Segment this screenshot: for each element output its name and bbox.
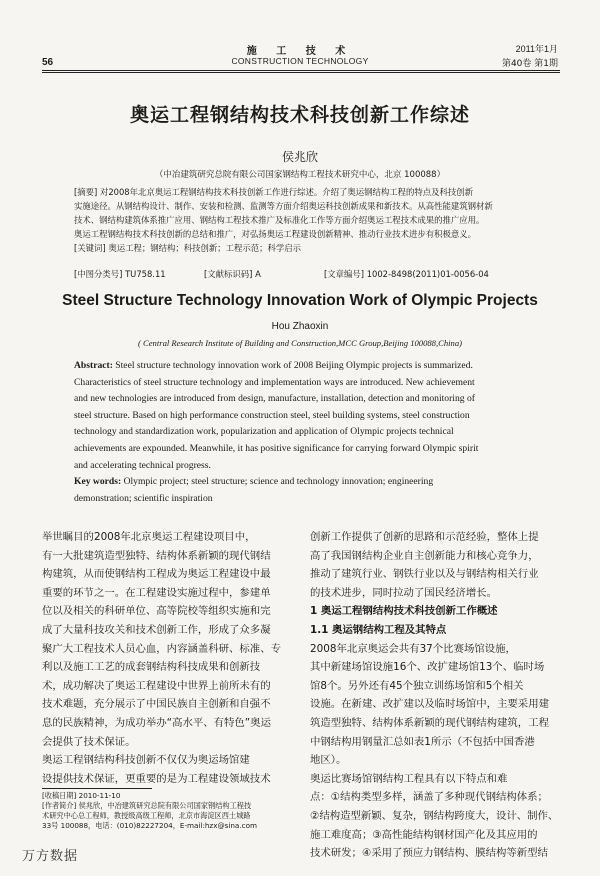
body-line: 筑造型独特、结构体系新颖的现代钢结构建筑，工程 xyxy=(310,716,549,729)
body-line: 术，成功解决了奥运工程建设中世界上前所未有的 xyxy=(42,679,271,692)
doc-code: [文献标识码] A xyxy=(204,269,261,279)
author-en: Hou Zhaoxin xyxy=(271,321,329,332)
abstract-en-label: Abstract: xyxy=(74,360,113,371)
affiliation-en: ( Central Research Institute of Building and Construction,MCC Group,Beijing 100088,China) xyxy=(138,338,462,348)
body-line: 位以及相关的科研单位、高等院校等组织实施和完 xyxy=(42,605,271,618)
body-line: 中钢结构用钢量汇总如表1所示（不包括中国香港 xyxy=(310,735,535,748)
journal-title-cn: 施 工 技 术 xyxy=(246,46,354,57)
keywords-en-line: demonstration; scientific inspiration xyxy=(74,492,213,504)
body-line: 构建筑，从而使钢结构工程成为奥运工程建设中最 xyxy=(42,568,271,581)
journal-title-en: CONSTRUCTION TECHNOLOGY xyxy=(231,56,369,66)
article-number: [文章编号] 1002-8498(2011)01-0056-04 xyxy=(324,269,489,279)
body-line: 点：①结构类型多样，涵盖了多种现代钢结构体系； xyxy=(310,791,548,804)
body-line: 会提供了技术保证。 xyxy=(42,735,136,748)
abstract-cn-line: 实施途径。从钢结构设计、制作、安装和检测、监测等方面介绍奥运科技创新成果和新技术。从高性能建筑钢材新 xyxy=(74,201,493,212)
body-line: 高了我国钢结构企业自主创新能力和核心竞争力， xyxy=(310,549,539,562)
body-line: 成了大量科技攻关和技术创新工作，形成了众多凝 xyxy=(42,623,271,636)
affiliation-cn: （中冶建筑研究总院有限公司国家钢结构工程技术研究中心，北京 100088） xyxy=(154,170,446,180)
body-line: ②结构造型新颖、复杂，钢结构跨度大，设计、制作、 xyxy=(310,809,559,822)
abstract-en-line: steel structure. Based on high performance construction steel, steel building systems, steel construction xyxy=(74,409,470,421)
footnote-line: [收稿日期] 2010-11-10 xyxy=(42,791,121,800)
page-number: 56 xyxy=(42,57,54,68)
body-line: 的技术进步，同时拉动了国民经济增长。 xyxy=(310,586,498,599)
clc-number: [中图分类号] TU758.11 xyxy=(74,269,166,279)
body-line: 技术难题，充分展示了中国民族自主创新和自强不 xyxy=(42,698,271,711)
body-line: 利以及施工工艺的成套钢结构科技成果和创新技 xyxy=(42,661,261,674)
body-column-left xyxy=(42,528,294,788)
article-title-cn: 奥运工程钢结构技术科技创新工作综述 xyxy=(129,104,470,126)
abstract-en-line: Characteristics of steel structure technology and implementation ways are introduced. New achievement xyxy=(74,376,475,388)
issue-volume: 第40卷 第1期 xyxy=(501,59,558,69)
abstract-en-line: achievements are expounded. Meanwhile, it has positive significance for carrying forward Olympic spirit xyxy=(74,442,479,454)
body-line: 设提供技术保证，更重要的是为工程建设领域技术 xyxy=(42,772,271,785)
body-line: 设施。在新建、改扩建以及临时场馆中，主要采用建 xyxy=(310,698,549,711)
body-line: 有一大批建筑造型独特、结构体系新颖的现代钢结 xyxy=(42,549,271,562)
abstract-cn-line: 技术、钢结构建筑体系推广应用、钢结构工程技术推广及标准化工作等方面介绍奥运工程技术成果的推广应用。 xyxy=(74,215,485,226)
source-watermark: 万方数据 xyxy=(22,849,79,864)
body-line: 重要的环节之一。在工程建设实施过程中，参建单 xyxy=(42,586,271,599)
body-line: 创新工作提供了创新的思路和示范经验，整体上提 xyxy=(310,531,539,543)
article-title-en: Steel Structure Technology Innovation Work of Olympic Projects xyxy=(62,292,538,309)
keywords-en-label: Key words: xyxy=(74,476,122,488)
body-line: 技术研发；④采用了预应力钢结构、膜结构等新型结 xyxy=(310,847,548,860)
footnote-line: 术研究中心总工程师，教授级高级工程师，北京市海淀区西土城路 xyxy=(42,811,251,820)
header-rule-2 xyxy=(42,72,560,73)
body-line: 馆8个。另外还有45个独立训练场馆和5个相关 xyxy=(310,679,524,692)
footnote xyxy=(42,791,294,831)
author-cn: 侯兆欣 xyxy=(281,150,318,164)
issue-date: 2011年1月 xyxy=(515,44,558,54)
body-line: 奥运工程钢结构科技创新不仅仅为奥运场馆建 xyxy=(42,754,250,767)
keywords-cn: [关键词] 奥运工程；钢结构；科技创新；工程示范；科学启示 xyxy=(74,243,301,254)
body-line: 聚广大工程技术人员心血，内容涵盖科研、标准、专 xyxy=(42,642,281,655)
body-line: 奥运比赛场馆钢结构工程具有以下特点和难 xyxy=(310,772,508,785)
abstract-cn xyxy=(74,185,536,255)
body-line: 息的民族精神，为成功举办“高水平、有特色”奥运 xyxy=(42,716,271,729)
body-line: 2008年北京奥运会共有37个比赛场馆设施， xyxy=(310,642,516,655)
abstract-en-line: technology and standardization work, popularization and application of Olympic projects technical xyxy=(74,426,454,438)
abstract-en-line: and accelerating technical progress. xyxy=(74,459,211,471)
footnote-line: [作者简介] 侯兆欣，中冶建筑研究总院有限公司国家钢结构工程技 xyxy=(42,801,252,810)
abstract-en-line: Steel structure technology innovation work of 2008 Beijing Olympic projects is summarized. xyxy=(112,360,473,371)
header-rule xyxy=(42,70,560,71)
footnote-line: 33号 100088，电话：(010)82227204，E-mail:hzx@sina.com xyxy=(42,821,257,830)
subsection-heading: 1.1 奥运钢结构工程及其特点 xyxy=(310,623,447,636)
abstract-cn-line: 奥运工程钢结构技术科技创新的总结和推广，对弘扬奥运工程建设创新精神、推动行业技术进步有积极意义。 xyxy=(74,229,476,240)
footnote-rule xyxy=(42,788,152,789)
keywords-en-line: Olympic project; steel structure; science and technology innovation; engineering xyxy=(121,476,434,488)
section-heading: 1 奥运工程钢结构技术科技创新工作概述 xyxy=(310,605,498,618)
body-line: 推动了建筑行业、钢铁行业以及与钢结构相关行业 xyxy=(310,568,539,581)
abstract-en-line: and new technologies are introduced from design, manufacture, installation, detection and monitoring of xyxy=(74,393,475,405)
body-line: 举世瞩目的2008年北京奥运工程建设项目中， xyxy=(42,531,256,543)
body-line: 施工难度高；③高性能结构钢材国产化及其应用的 xyxy=(310,828,538,841)
abstract-en xyxy=(74,358,536,507)
body-line: 其中新建场馆设施16个、改扩建场馆13个、临时场 xyxy=(310,661,545,674)
abstract-cn-line: [摘要] 对2008年北京奥运工程钢结构技术科技创新工作进行综述。介绍了奥运钢结构工程的特点及科技创新 xyxy=(74,187,474,197)
body-column-right xyxy=(310,528,562,863)
body-line: 地区）。 xyxy=(310,754,347,767)
